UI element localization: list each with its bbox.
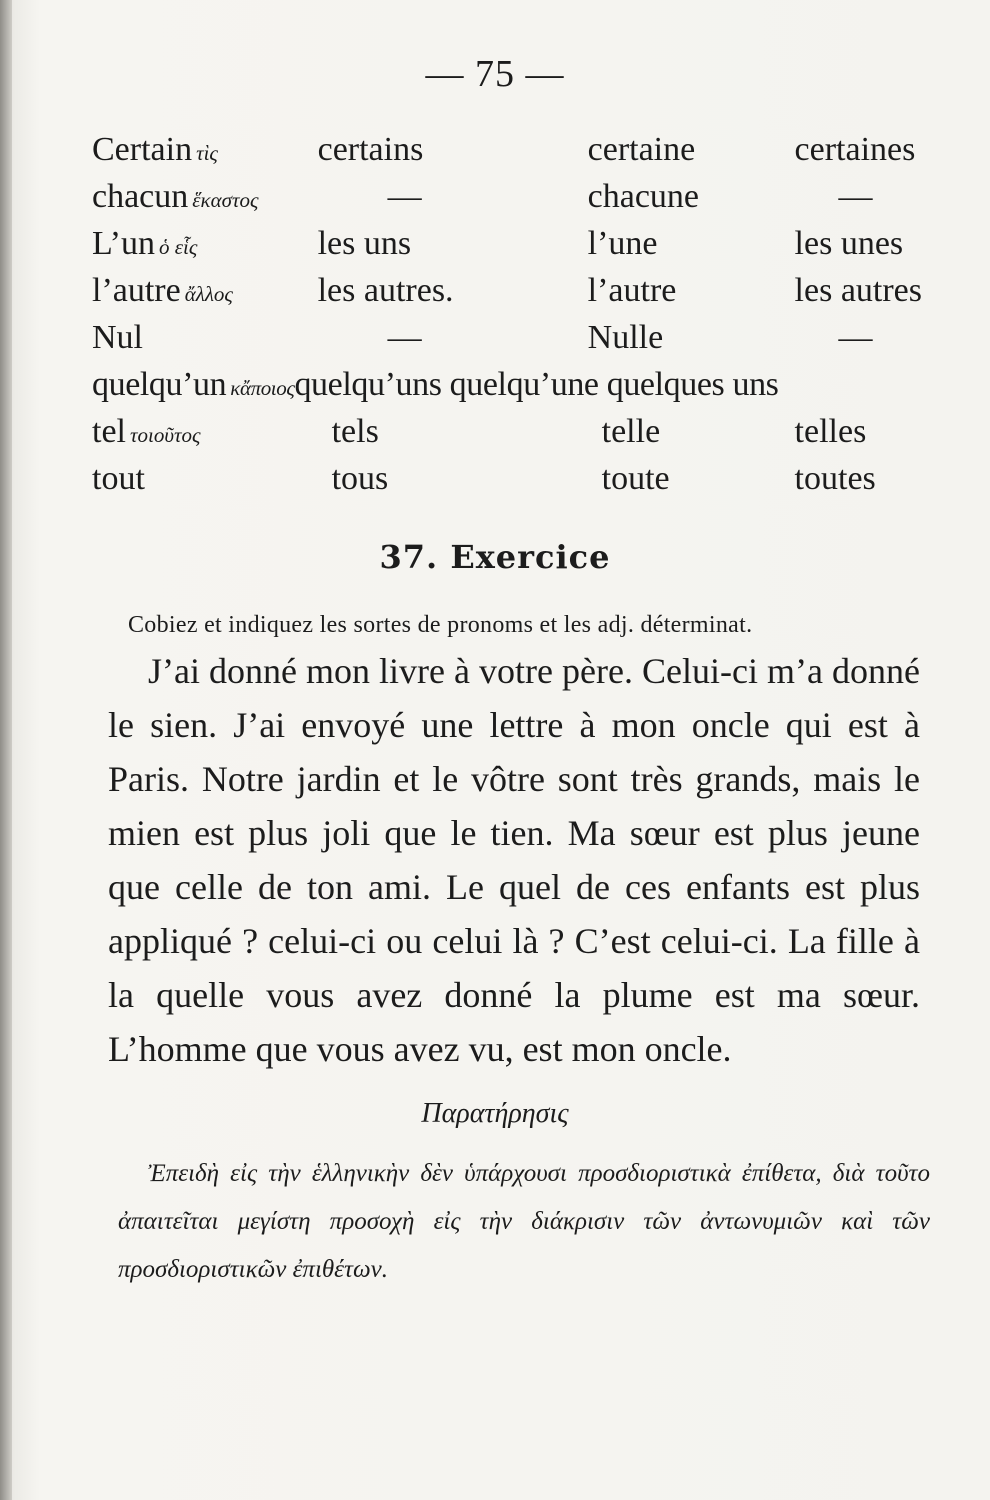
masc-singular-cell: l’autre ἄλλος	[92, 272, 233, 309]
pronoun-declension-table	[92, 128, 922, 504]
masc-singular-cell: tout	[92, 460, 145, 497]
fem-singular-cell: chacune	[587, 178, 700, 215]
fem-plural-cell: —	[838, 178, 873, 215]
table-row	[92, 410, 922, 457]
masc-feminine-combined-row: quelqu’un κἄποιοςquelqu’uns quelqu’une quelques uns	[92, 366, 779, 403]
table-row	[92, 128, 922, 175]
table-row	[92, 457, 922, 504]
greek-gloss: ἄλλος	[184, 282, 233, 306]
fem-singular-cell: l’une	[587, 225, 658, 262]
masc-singular-cell: chacun ἕκαστος	[92, 178, 259, 215]
remark-paragraph: Ἐπειδὴ εἰς τὴν ἑλληνικὴν δὲν ὑπάρχουσι προσδιοριστικὰ ἐπίθετα, διὰ τοῦτο ἀπαιτεῖται μεγίστη προσοχὴ εἰς τὴν διάκρισιν τῶν ἀντωνυμιῶν καὶ τῶν προσδιοριστικῶν ἐπιθέτων.	[118, 1160, 930, 1283]
remark-text	[118, 1150, 930, 1294]
masc-plural-cell: les uns	[317, 225, 412, 262]
exercise-paragraph: J’ai donné mon livre à votre père. Celui-ci m’a donné le sien. J’ai envoyé une lettre à mon oncle qui est à Paris. Notre jardin et le vôtre sont très grands, mais le mien est plus joli que le tien. Ma sœur est plus jeune que celle de ton ami. Le quel de ces enfants est plus appliqué ? celui-ci ou celui là ? C’est celui-ci. La fille à la quelle vous avez donné la plume est ma sœur. L’homme que vous avez vu, est mon oncle.	[108, 651, 920, 1069]
masc-plural-cell: —	[387, 319, 422, 356]
remark-title: Παρατήρησις	[421, 1098, 569, 1129]
table-row	[92, 363, 922, 410]
masc-singular-cell: tel τοιοῦτος	[92, 413, 201, 450]
fem-singular-cell: telle	[601, 413, 661, 450]
binding-edge	[0, 0, 12, 1500]
greek-gloss: κἄποιος	[230, 376, 295, 400]
exercise-text	[108, 644, 920, 1076]
table-row	[92, 175, 922, 222]
fem-plural-cell: certaines	[794, 131, 916, 168]
exercise-title: 37. Exercice	[379, 538, 611, 576]
fem-plural-cell: telles	[794, 413, 867, 450]
masc-singular-cell: Certain τὶς	[92, 131, 218, 168]
masc-plural-cell: tels	[331, 413, 379, 450]
masc-plural-cell: —	[387, 178, 422, 215]
greek-gloss: ὁ εἷς	[158, 235, 198, 259]
fem-plural-cell: les unes	[794, 225, 904, 262]
table-row	[92, 316, 922, 363]
greek-gloss: τοιοῦτος	[129, 423, 201, 447]
masc-plural-cell: tous	[331, 460, 389, 497]
table-row	[92, 222, 922, 269]
fem-singular-cell: certaine	[587, 131, 696, 168]
fem-plural-cell: toutes	[794, 460, 876, 497]
table-row	[92, 269, 922, 316]
fem-plural-cell: —	[838, 319, 873, 356]
masc-singular-cell: Nul	[92, 319, 143, 356]
fem-singular-cell: l’autre	[587, 272, 677, 309]
greek-gloss: τὶς	[196, 141, 218, 165]
page-number: — 75 —	[425, 53, 565, 95]
exercise-instruction: Cobiez et indiquez les sortes de pronoms et les adj. déterminat.	[128, 612, 753, 638]
fem-singular-cell: toute	[601, 460, 670, 497]
masc-plural-cell: certains	[317, 131, 424, 168]
masc-singular-cell: L’un ὁ εἷς	[92, 225, 198, 262]
fem-singular-cell: Nulle	[587, 319, 664, 356]
greek-gloss: ἕκαστος	[192, 188, 259, 212]
masc-plural-cell: les autres.	[317, 272, 454, 309]
fem-plural-cell: les autres	[794, 272, 922, 309]
